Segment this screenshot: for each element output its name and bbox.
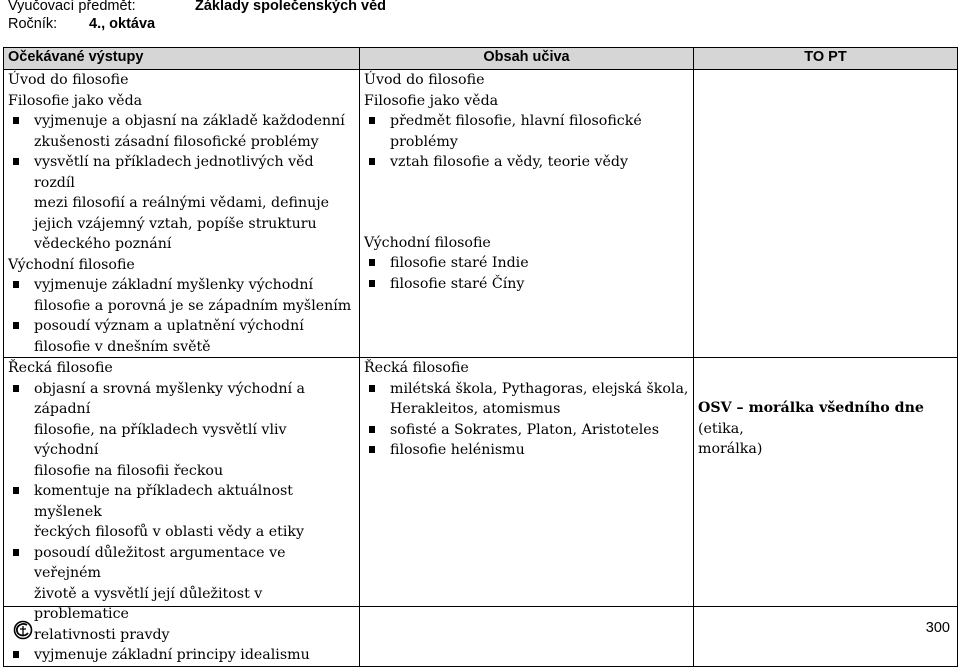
subject-label: Vyučovací předmět: — [8, 0, 136, 14]
grade-value: 4., oktáva — [89, 16, 156, 32]
list-item: posoudí důležitost argumentace ve veřejném životě a vysvětlí její důležitost v problematice relativnosti pravdy — [8, 543, 355, 646]
list-item: vysvětlí na příkladech jednotlivých věd rozdíl mezi filosofií a reálnými vědami, definuje jejich vzájemný vztah, popíše strukturu vědeckého poznání — [8, 152, 355, 255]
bullet-square-icon — [369, 385, 375, 392]
section-title: Řecká filosofie — [8, 360, 113, 376]
list-item: vyjmenuje a objasní na základě každodenní zkušenosti zásadní filosofické problémy — [8, 111, 355, 152]
content-cell — [360, 70, 694, 358]
bullet-square-icon — [369, 259, 375, 266]
subsection-title: Filosofie jako věda — [364, 92, 499, 109]
content-cell — [360, 358, 694, 667]
list-item: filosofie helénismu — [364, 440, 689, 461]
column-header-content: Obsah učiva — [360, 48, 694, 70]
curriculum-table — [3, 47, 958, 667]
bullet-square-icon — [369, 280, 375, 287]
bullet-square-icon — [369, 158, 375, 165]
bullet-square-icon — [13, 117, 19, 124]
table-header-row — [4, 48, 958, 70]
list-item: předmět filosofie, hlavní filosofické problémy — [364, 111, 689, 152]
topics-cell — [694, 70, 958, 358]
table-row — [4, 70, 958, 358]
bullet-square-icon — [13, 281, 19, 288]
subsection-title: Filosofie jako věda — [8, 92, 143, 109]
grade-label: Ročník: — [8, 16, 58, 32]
subsection-title: Východní filosofie — [364, 234, 491, 251]
list-item: posoudí význam a uplatnění východní filosofie v dnešním světě — [8, 316, 355, 357]
table-row — [4, 358, 958, 667]
topics-cell — [694, 358, 958, 667]
bullet-square-icon — [13, 322, 19, 329]
bullet-square-icon — [369, 117, 375, 124]
list-item: milétská škola, Pythagoras, elejská škola, Herakleitos, atomismus — [364, 379, 689, 420]
school-logo-icon — [12, 620, 34, 644]
list-item: vztah filosofie a vědy, teorie vědy — [364, 152, 689, 173]
list-item: komentuje na příkladech aktuálnost myšlenek řeckých filosofů v oblasti vědy a etiky — [8, 481, 355, 543]
cross-curricular-topic: OSV – morálka všedního dne (etika, — [698, 400, 924, 437]
section-title: Úvod do filosofie — [364, 72, 485, 88]
cross-curricular-topic-cont: morálka) — [698, 441, 763, 457]
bullet-square-icon — [13, 385, 19, 392]
list-item: filosofie staré Číny — [364, 274, 689, 295]
bullet-square-icon — [369, 446, 375, 453]
bullet-square-icon — [13, 651, 19, 658]
bullet-square-icon — [13, 158, 19, 165]
list-item: vyjmenuje základní principy idealismu — [8, 645, 355, 666]
list-item: sofisté a Sokrates, Platon, Aristoteles — [364, 420, 689, 441]
section-title: Řecká filosofie — [364, 360, 469, 376]
column-header-outcomes: Očekávané výstupy — [4, 48, 360, 70]
footer-divider — [3, 606, 957, 607]
subsection-title: Východní filosofie — [8, 256, 135, 273]
subject-value: Základy společenských věd — [195, 0, 387, 14]
list-item: objasní a srovná myšlenky východní a západní filosofie, na příkladech vysvětlí vliv východní filosofie na filosofii řeckou — [8, 379, 355, 482]
bullet-square-icon — [369, 426, 375, 433]
bullet-square-icon — [13, 487, 19, 494]
outcomes-cell — [4, 70, 360, 358]
bullet-square-icon — [13, 549, 19, 556]
outcomes-cell — [4, 358, 360, 667]
column-header-topics: TO PT — [694, 48, 958, 70]
list-item: vyjmenuje základní myšlenky východní filosofie a porovná je se západním myšlením — [8, 275, 355, 316]
section-title: Úvod do filosofie — [8, 72, 129, 88]
page-number: 300 — [925, 620, 950, 636]
list-item: filosofie staré Indie — [364, 253, 689, 274]
